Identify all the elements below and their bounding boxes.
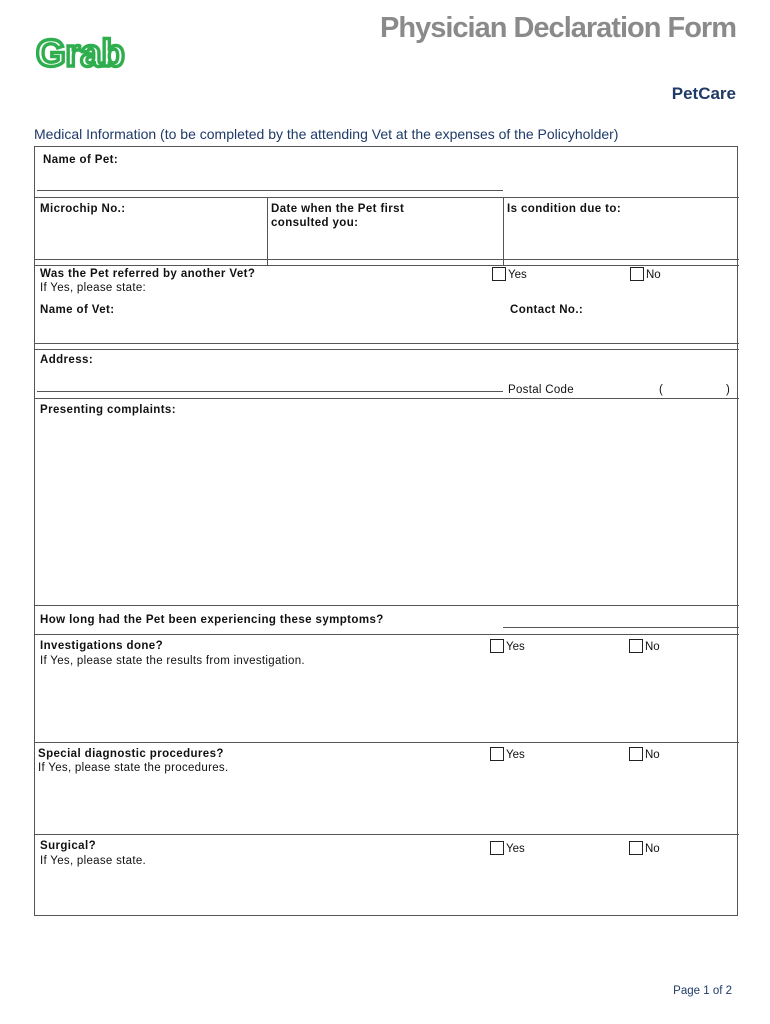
surgical-sub: If Yes, please state. xyxy=(40,855,147,867)
investigations-sub: If Yes, please state the results from investigation. xyxy=(40,655,305,667)
postal-code-open-paren: ( xyxy=(659,384,664,396)
referred-no-checkbox[interactable] xyxy=(630,267,644,281)
symptoms-duration-line[interactable] xyxy=(503,627,739,628)
product-name: PetCare xyxy=(671,84,736,103)
investigations-no-checkbox[interactable] xyxy=(629,639,643,653)
surgical-yes-option[interactable]: Yes xyxy=(490,841,525,855)
surgical-no-option[interactable]: No xyxy=(629,841,660,855)
referred-no-option[interactable]: No xyxy=(630,267,661,281)
postal-code-close-paren: ) xyxy=(726,384,731,396)
investigations-yes-checkbox[interactable] xyxy=(490,639,504,653)
contact-no-label: Contact No.: xyxy=(510,304,584,316)
address-label: Address: xyxy=(40,354,94,366)
page-number: Page 1 of 2 xyxy=(673,985,732,997)
referred-label: Was the Pet referred by another Vet? xyxy=(40,268,256,280)
surgical-yes-checkbox[interactable] xyxy=(490,841,504,855)
form-title: Physician Declaration Form xyxy=(380,12,736,44)
diagnostic-yes-option[interactable]: Yes xyxy=(490,747,525,761)
postal-code-label: Postal Code xyxy=(508,384,574,396)
complaints-label: Presenting complaints: xyxy=(40,404,176,416)
microchip-label: Microchip No.: xyxy=(40,203,126,215)
grab-logo-text: Grab xyxy=(36,34,125,72)
diagnostic-label: Special diagnostic procedures? xyxy=(38,748,224,760)
diagnostic-yes-checkbox[interactable] xyxy=(490,747,504,761)
surgical-no-checkbox[interactable] xyxy=(629,841,643,855)
condition-due-label: Is condition due to: xyxy=(507,203,622,215)
pet-name-line[interactable] xyxy=(37,190,503,191)
medical-info-form xyxy=(34,146,738,916)
symptoms-duration-label: How long had the Pet been experiencing these symptoms? xyxy=(40,614,384,626)
first-consult-label-2: consulted you: xyxy=(271,217,359,229)
grab-logo xyxy=(36,34,142,72)
diagnostic-sub: If Yes, please state the procedures. xyxy=(38,762,229,774)
intro-text: Medical Information (to be completed by the attending Vet at the expenses of the Policyholder) xyxy=(34,126,619,142)
surgical-label: Surgical? xyxy=(40,840,97,852)
pet-name-label: Name of Pet: xyxy=(43,154,119,166)
diagnostic-no-checkbox[interactable] xyxy=(629,747,643,761)
referred-sub: If Yes, please state: xyxy=(40,282,147,294)
investigations-yes-option[interactable]: Yes xyxy=(490,639,525,653)
diagnostic-no-option[interactable]: No xyxy=(629,747,660,761)
referred-yes-option[interactable]: Yes xyxy=(492,267,527,281)
investigations-label: Investigations done? xyxy=(40,640,164,652)
referred-yes-checkbox[interactable] xyxy=(492,267,506,281)
investigations-no-option[interactable]: No xyxy=(629,639,660,653)
first-consult-label-1: Date when the Pet first xyxy=(271,203,405,215)
address-line[interactable] xyxy=(37,391,503,392)
vet-name-label: Name of Vet: xyxy=(40,304,115,316)
